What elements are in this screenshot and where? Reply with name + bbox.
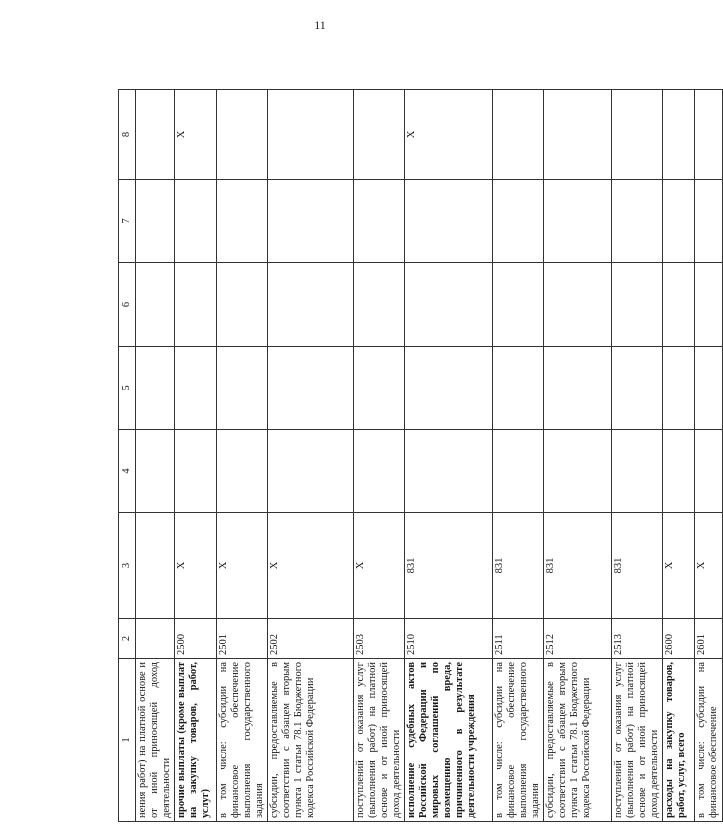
col-header-5: 5 xyxy=(119,347,136,430)
table-row xyxy=(493,90,544,822)
cell-6 xyxy=(493,263,544,347)
row-code: 2512 xyxy=(544,619,612,659)
cell-7 xyxy=(217,180,268,263)
table-row xyxy=(695,90,723,822)
cell-6 xyxy=(217,263,268,347)
cell-8 xyxy=(612,90,663,180)
cell-5 xyxy=(136,347,175,430)
row-code: 2503 xyxy=(354,619,405,659)
cell-6 xyxy=(354,263,405,347)
row-kbk: X xyxy=(663,513,695,619)
row-label: прочие выплаты (кроме выплат на закупку товаров, работ, услуг) xyxy=(175,659,217,822)
row-kbk: X xyxy=(268,513,354,619)
table-row xyxy=(612,90,663,822)
row-kbk: 831 xyxy=(544,513,612,619)
table-row xyxy=(175,90,217,822)
row-label: исполнение судебных актов Российской Федерации и мировых соглашений по возмещению вреда, причиненного в результате деятельности учреждения xyxy=(405,659,493,822)
row-kbk: X xyxy=(695,513,723,619)
cell-5 xyxy=(268,347,354,430)
cell-6 xyxy=(175,263,217,347)
row-code: 2501 xyxy=(217,619,268,659)
cell-6 xyxy=(136,263,175,347)
cell-4 xyxy=(493,430,544,513)
cell-7 xyxy=(136,180,175,263)
cell-4 xyxy=(663,430,695,513)
cell-7 xyxy=(493,180,544,263)
cell-8 xyxy=(544,90,612,180)
row-code: 2511 xyxy=(493,619,544,659)
row-label: в том числе: субсидии на финансовое обеспечение выполнения государственного задания xyxy=(493,659,544,822)
cell-6 xyxy=(612,263,663,347)
cell-4 xyxy=(217,430,268,513)
cell-4 xyxy=(175,430,217,513)
cell-4 xyxy=(354,430,405,513)
col-header-1: 1 xyxy=(119,659,136,822)
row-label: расходы на закупку товаров, работ, услуг, всего xyxy=(663,659,695,822)
col-header-4: 4 xyxy=(119,430,136,513)
cell-5 xyxy=(544,347,612,430)
table-row xyxy=(136,90,175,822)
row-kbk: 831 xyxy=(493,513,544,619)
table-row xyxy=(544,90,612,822)
cell-4 xyxy=(612,430,663,513)
cell-4 xyxy=(268,430,354,513)
cell-4 xyxy=(695,430,723,513)
cell-7 xyxy=(405,180,493,263)
cell-4 xyxy=(544,430,612,513)
table-row xyxy=(268,90,354,822)
row-label: поступлений от оказания услуг (выполнения работ) на платной основе и от иной приносящей доход деятельности xyxy=(612,659,663,822)
row-label: поступлений от оказания услуг (выполнения работ) на платной основе и от иной приносящей доход деятельности xyxy=(354,659,405,822)
cell-8: X xyxy=(175,90,217,180)
row-code: 2600 xyxy=(663,619,695,659)
cell-6 xyxy=(695,263,723,347)
cell-5 xyxy=(695,347,723,430)
table-row xyxy=(354,90,405,822)
table-row xyxy=(663,90,695,822)
cell-6 xyxy=(268,263,354,347)
cell-8 xyxy=(695,90,723,180)
cell-7 xyxy=(175,180,217,263)
row-kbk: X xyxy=(175,513,217,619)
col-header-2: 2 xyxy=(119,619,136,659)
cell-7 xyxy=(612,180,663,263)
cell-5 xyxy=(354,347,405,430)
cell-8 xyxy=(354,90,405,180)
row-code: 2510 xyxy=(405,619,493,659)
cell-5 xyxy=(612,347,663,430)
cell-5 xyxy=(663,347,695,430)
cell-8: X xyxy=(405,90,493,180)
row-label: в том числе: субсидии на финансовое обеспечение xyxy=(695,659,723,822)
row-code: 2500 xyxy=(175,619,217,659)
cell-7 xyxy=(663,180,695,263)
row-label: субсидии, предоставляемые в соответствии с абзацем вторым пункта 1 статьи 78.1 Бюджетного кодекса Российской Федерации xyxy=(544,659,612,822)
header-row xyxy=(119,90,136,822)
cell-8 xyxy=(217,90,268,180)
row-code: 2502 xyxy=(268,619,354,659)
col-header-7: 7 xyxy=(119,180,136,263)
row-kbk: X xyxy=(354,513,405,619)
row-label: в том числе: субсидии на финансовое обеспечение выполнения государственного задания xyxy=(217,659,268,822)
cell-5 xyxy=(493,347,544,430)
col-header-3: 3 xyxy=(119,513,136,619)
row-kbk xyxy=(136,513,175,619)
cell-8 xyxy=(493,90,544,180)
cell-8 xyxy=(663,90,695,180)
row-code: 2513 xyxy=(612,619,663,659)
row-kbk: 831 xyxy=(612,513,663,619)
cell-6 xyxy=(544,263,612,347)
row-kbk: X xyxy=(217,513,268,619)
cell-7 xyxy=(695,180,723,263)
cell-5 xyxy=(217,347,268,430)
cell-7 xyxy=(544,180,612,263)
cell-6 xyxy=(663,263,695,347)
cell-4 xyxy=(136,430,175,513)
cell-4 xyxy=(405,430,493,513)
page-number: 11 xyxy=(314,18,326,32)
row-label: нения работ) на платной основе и от иной приносящей доход деятельности xyxy=(136,659,175,822)
row-kbk: 831 xyxy=(405,513,493,619)
cell-8 xyxy=(136,90,175,180)
cell-5 xyxy=(175,347,217,430)
rotated-table-wrapper xyxy=(118,90,719,822)
col-header-6: 6 xyxy=(119,263,136,347)
table-row xyxy=(217,90,268,822)
row-code xyxy=(136,619,175,659)
budget-table xyxy=(118,89,723,822)
table-row xyxy=(405,90,493,822)
col-header-8: 8 xyxy=(119,90,136,180)
cell-7 xyxy=(354,180,405,263)
cell-8 xyxy=(268,90,354,180)
row-label: субсидии, предоставляемые в соответствии с абзацем вторым пункта 1 статьи 78.1 Бюджетного кодекса Российской Федерации xyxy=(268,659,354,822)
cell-6 xyxy=(405,263,493,347)
cell-7 xyxy=(268,180,354,263)
cell-5 xyxy=(405,347,493,430)
row-code: 2601 xyxy=(695,619,723,659)
